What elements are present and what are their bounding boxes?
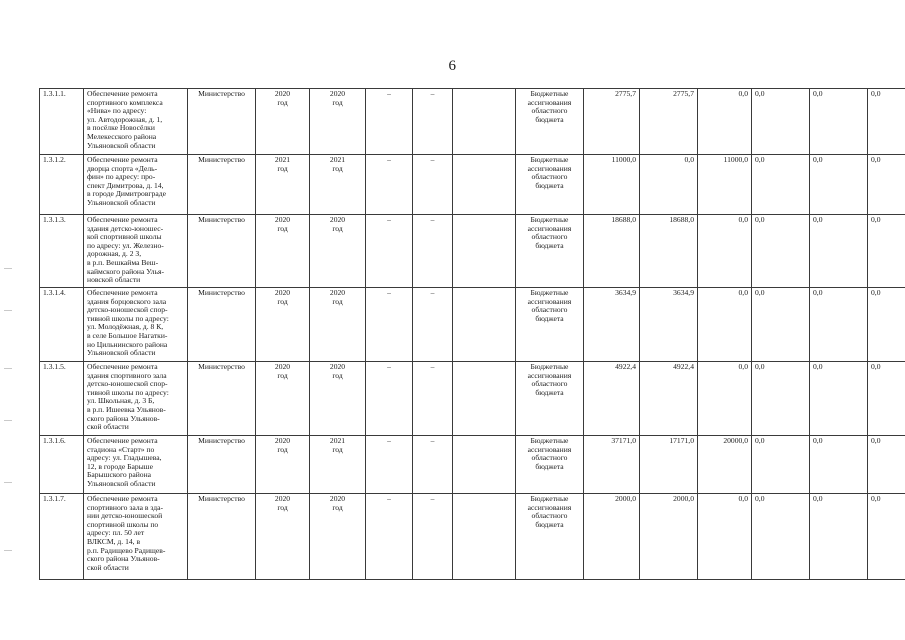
item-dash-2: – xyxy=(413,494,453,580)
item-funding-source-line: ассигнования xyxy=(527,502,572,512)
item-funding-source-line: областного xyxy=(531,379,568,389)
item-description-line: фин» по адресу: про- xyxy=(87,172,156,182)
item-funding-source-line: бюджета xyxy=(535,461,564,471)
item-description-line: но Цильнинского района xyxy=(87,339,168,349)
item-description-line: в р.п. Вешкайма Веш- xyxy=(87,257,159,267)
item-description-line: Ульяновской области xyxy=(87,140,156,150)
item-number: 1.3.1.2. xyxy=(40,155,84,215)
item-value-2024: 0,0 xyxy=(868,288,905,362)
item-description-line: ВЛКСМ, д. 14, в xyxy=(87,536,141,546)
item-year-end-line: 2020 xyxy=(329,288,346,297)
item-description-line: в р.п. Ишеевка Ульянов- xyxy=(87,404,166,414)
item-empty-cell xyxy=(453,436,516,494)
item-year-end xyxy=(310,288,366,362)
item-funding-source-line: областного xyxy=(531,305,568,315)
item-year-start-line: год xyxy=(277,502,288,512)
item-value-2020: 4922,4 xyxy=(640,362,698,436)
item-value-2023: 0,0 xyxy=(810,155,868,215)
item-description-line: Обеспечение ремонта xyxy=(87,362,158,371)
item-funding-source-line: бюджета xyxy=(535,519,564,529)
item-description-line: Ульяновской области xyxy=(87,348,156,358)
item-description-line: здания детско-юношес- xyxy=(87,223,164,233)
table-row xyxy=(40,436,905,494)
item-year-end-line: 2020 xyxy=(329,494,346,503)
item-funding-source-line: Бюджетные xyxy=(530,89,569,98)
item-value-2022: 0,0 xyxy=(752,494,810,580)
item-description-line: «Нива» по адресу: xyxy=(87,106,147,116)
item-description-line: тивной школы по адресу: xyxy=(87,387,169,397)
item-funding-source-line: ассигнования xyxy=(527,370,572,380)
item-description-line: Барышского района xyxy=(87,470,152,480)
budget-table xyxy=(39,88,905,580)
item-dash-1: – xyxy=(366,288,413,362)
item-description-line: ского района Ульянов- xyxy=(87,554,160,564)
item-year-end-line: год xyxy=(332,163,343,173)
item-value-2024: 0,0 xyxy=(868,436,905,494)
item-year-end xyxy=(310,362,366,436)
item-description-line: р.п. Радищево Радищев- xyxy=(87,545,166,555)
item-description-line: адресу: ул. Гладышева, xyxy=(87,453,162,463)
item-year-end-line: 2020 xyxy=(329,362,346,371)
item-executor: Министерство xyxy=(188,436,256,494)
item-year-end-line: год xyxy=(332,502,343,512)
item-funding-source-line: областного xyxy=(531,106,568,116)
item-description-line: детско-юношеской спор- xyxy=(87,305,168,315)
item-description-line: стадиона «Старт» по xyxy=(87,444,155,454)
item-description-line: спект Димитрова, д. 14, xyxy=(87,180,164,190)
item-value-2024: 0,0 xyxy=(868,155,905,215)
item-description-line: кой спортивной школы xyxy=(87,232,162,242)
item-value-2023: 0,0 xyxy=(810,436,868,494)
item-value-2024: 0,0 xyxy=(868,215,905,288)
item-year-end-line: год xyxy=(332,97,343,107)
item-description-line: здания борцовского зала xyxy=(87,296,167,306)
item-funding-source-line: областного xyxy=(531,172,568,182)
item-year-end xyxy=(310,155,366,215)
item-funding-source-line: областного xyxy=(531,453,568,463)
item-dash-2: – xyxy=(413,362,453,436)
item-year-start-line: 2020 xyxy=(274,288,291,297)
item-funding-source xyxy=(516,436,584,494)
item-description xyxy=(84,215,188,288)
item-description-line: спортивной школы по xyxy=(87,519,159,529)
item-description-line: ского района Ульянов- xyxy=(87,413,160,423)
item-number: 1.3.1.1. xyxy=(40,89,84,155)
item-description-line: Обеспечение ремонта xyxy=(87,215,158,224)
item-value-2020: 3634,9 xyxy=(640,288,698,362)
item-value-2022: 0,0 xyxy=(752,436,810,494)
item-total: 37171,0 xyxy=(584,436,640,494)
item-description-line: 12, в городе Барыше xyxy=(87,461,153,471)
item-funding-source xyxy=(516,494,584,580)
item-funding-source-line: Бюджетные xyxy=(530,494,569,503)
item-value-2021: 0,0 xyxy=(698,215,752,288)
item-description-line: ской области xyxy=(87,422,129,432)
item-dash-1: – xyxy=(366,362,413,436)
item-description-line: по адресу: ул. Железно- xyxy=(87,240,164,250)
item-description-line: ул. Автодорожная, д. 1, xyxy=(87,114,163,124)
item-value-2021: 11000,0 xyxy=(698,155,752,215)
item-funding-source-line: Бюджетные xyxy=(530,362,569,371)
item-value-2023: 0,0 xyxy=(810,215,868,288)
item-funding-source-line: ассигнования xyxy=(527,97,572,107)
item-value-2021: 20000,0 xyxy=(698,436,752,494)
item-description xyxy=(84,436,188,494)
item-value-2020: 2000,0 xyxy=(640,494,698,580)
item-year-end xyxy=(310,436,366,494)
item-value-2024: 0,0 xyxy=(868,89,905,155)
item-description-line: Мелекесского района xyxy=(87,131,157,141)
item-total: 2000,0 xyxy=(584,494,640,580)
item-year-start-line: 2020 xyxy=(274,215,291,224)
item-executor: Министерство xyxy=(188,362,256,436)
item-funding-source-line: бюджета xyxy=(535,240,564,250)
item-funding-source-line: бюджета xyxy=(535,387,564,397)
item-empty-cell xyxy=(453,89,516,155)
item-dash-1: – xyxy=(366,89,413,155)
item-year-start xyxy=(256,89,310,155)
item-description-line: каймского района Улья- xyxy=(87,266,165,276)
item-year-start-line: 2020 xyxy=(274,89,291,98)
item-year-start xyxy=(256,155,310,215)
item-year-start-line: 2021 xyxy=(274,155,291,164)
item-value-2021: 0,0 xyxy=(698,288,752,362)
item-dash-2: – xyxy=(413,288,453,362)
item-value-2021: 0,0 xyxy=(698,494,752,580)
item-description-line: Обеспечение ремонта xyxy=(87,494,158,503)
item-year-start-line: год xyxy=(277,223,288,233)
item-description-line: Обеспечение ремонта xyxy=(87,155,158,164)
table-row xyxy=(40,155,905,215)
item-year-start xyxy=(256,215,310,288)
item-funding-source xyxy=(516,362,584,436)
item-dash-1: – xyxy=(366,494,413,580)
item-funding-source-line: ассигнования xyxy=(527,223,572,233)
item-description-line: адресу: пл. 50 лет xyxy=(87,528,145,538)
item-description-line: Обеспечение ремонта xyxy=(87,288,158,297)
item-empty-cell xyxy=(453,494,516,580)
budget-table-body xyxy=(40,89,905,580)
item-description-line: дорожная, д. 2 З, xyxy=(87,249,142,259)
item-description xyxy=(84,89,188,155)
item-year-start-line: 2020 xyxy=(274,436,291,445)
item-executor: Министерство xyxy=(188,89,256,155)
item-description-line: Ульяновской области xyxy=(87,197,156,207)
item-empty-cell xyxy=(453,155,516,215)
item-description-line: новской области xyxy=(87,275,141,285)
item-description-line: ул. Школьная, д. 3 Б, xyxy=(87,396,155,406)
item-executor: Министерство xyxy=(188,155,256,215)
item-dash-1: – xyxy=(366,215,413,288)
item-funding-source-line: Бюджетные xyxy=(530,288,569,297)
item-year-end-line: год xyxy=(332,296,343,306)
item-year-start-line: 2020 xyxy=(274,362,291,371)
item-description-line: спортивного комплекса xyxy=(87,97,163,107)
item-executor: Министерство xyxy=(188,494,256,580)
item-value-2023: 0,0 xyxy=(810,494,868,580)
item-description-line: Обеспечение ремонта xyxy=(87,436,158,445)
item-value-2021: 0,0 xyxy=(698,362,752,436)
item-value-2022: 0,0 xyxy=(752,288,810,362)
item-description-line: Обеспечение ремонта xyxy=(87,89,158,98)
item-description xyxy=(84,494,188,580)
item-value-2023: 0,0 xyxy=(810,288,868,362)
item-value-2022: 0,0 xyxy=(752,362,810,436)
item-value-2024: 0,0 xyxy=(868,494,905,580)
item-year-start xyxy=(256,436,310,494)
item-number: 1.3.1.7. xyxy=(40,494,84,580)
item-year-end-line: 2021 xyxy=(329,155,346,164)
item-description-line: Ульяновской области xyxy=(87,478,156,488)
item-description-line: детско-юношеской спор- xyxy=(87,379,168,389)
item-funding-source-line: Бюджетные xyxy=(530,436,569,445)
item-year-start-line: год xyxy=(277,163,288,173)
item-dash-2: – xyxy=(413,89,453,155)
item-description-line: в селе Большое Нагатки- xyxy=(87,330,168,340)
item-year-end-line: 2020 xyxy=(329,215,346,224)
item-year-start-line: год xyxy=(277,296,288,306)
item-empty-cell xyxy=(453,362,516,436)
item-number: 1.3.1.6. xyxy=(40,436,84,494)
table-row xyxy=(40,494,905,580)
item-value-2020: 18688,0 xyxy=(640,215,698,288)
item-description xyxy=(84,155,188,215)
item-value-2023: 0,0 xyxy=(810,362,868,436)
page-number: 6 xyxy=(448,58,457,74)
item-description-line: здания спортивного зала xyxy=(87,370,167,380)
item-year-end-line: 2020 xyxy=(329,89,346,98)
item-year-end xyxy=(310,494,366,580)
item-year-start-line: 2020 xyxy=(274,494,291,503)
item-funding-source-line: бюджета xyxy=(535,313,564,323)
item-description xyxy=(84,362,188,436)
item-description-line: ул. Молодёжная, д. 8 К, xyxy=(87,322,164,332)
item-number: 1.3.1.3. xyxy=(40,215,84,288)
item-empty-cell xyxy=(453,288,516,362)
item-funding-source-line: областного xyxy=(531,232,568,242)
item-year-end-line: год xyxy=(332,444,343,454)
item-total: 4922,4 xyxy=(584,362,640,436)
item-value-2024: 0,0 xyxy=(868,362,905,436)
item-total: 18688,0 xyxy=(584,215,640,288)
item-funding-source-line: ассигнования xyxy=(527,296,572,306)
item-funding-source-line: бюджета xyxy=(535,114,564,124)
item-value-2021: 0,0 xyxy=(698,89,752,155)
item-dash-1: – xyxy=(366,155,413,215)
item-description-line: дворца спорта «Дель- xyxy=(87,163,158,173)
item-value-2022: 0,0 xyxy=(752,215,810,288)
item-year-end-line: 2021 xyxy=(329,436,346,445)
item-funding-source-line: областного xyxy=(531,511,568,521)
table-row xyxy=(40,89,905,155)
item-value-2020: 0,0 xyxy=(640,155,698,215)
item-funding-source-line: Бюджетные xyxy=(530,215,569,224)
item-year-start xyxy=(256,494,310,580)
item-year-end-line: год xyxy=(332,223,343,233)
item-description-line: ской области xyxy=(87,562,129,572)
item-total: 11000,0 xyxy=(584,155,640,215)
item-year-start-line: год xyxy=(277,444,288,454)
item-total: 2775,7 xyxy=(584,89,640,155)
item-value-2022: 0,0 xyxy=(752,155,810,215)
scan-margin-marks xyxy=(0,250,20,590)
item-value-2020: 17171,0 xyxy=(640,436,698,494)
item-funding-source-line: ассигнования xyxy=(527,163,572,173)
item-dash-2: – xyxy=(413,436,453,494)
item-year-start-line: год xyxy=(277,370,288,380)
item-value-2022: 0,0 xyxy=(752,89,810,155)
item-year-end-line: год xyxy=(332,370,343,380)
item-description-line: тивной школы по адресу: xyxy=(87,313,169,323)
item-funding-source-line: ассигнования xyxy=(527,444,572,454)
item-value-2020: 2775,7 xyxy=(640,89,698,155)
item-executor: Министерство xyxy=(188,215,256,288)
item-total: 3634,9 xyxy=(584,288,640,362)
item-description-line: в городе Димитровграде xyxy=(87,189,166,199)
item-empty-cell xyxy=(453,215,516,288)
item-number: 1.3.1.4. xyxy=(40,288,84,362)
item-funding-source-line: бюджета xyxy=(535,180,564,190)
item-description-line: нии детско-юношеской xyxy=(87,511,163,521)
item-year-start-line: год xyxy=(277,97,288,107)
item-year-start xyxy=(256,288,310,362)
item-funding-source xyxy=(516,89,584,155)
item-description xyxy=(84,288,188,362)
item-value-2023: 0,0 xyxy=(810,89,868,155)
item-year-end xyxy=(310,215,366,288)
item-funding-source xyxy=(516,155,584,215)
table-row xyxy=(40,362,905,436)
item-description-line: спортивного зала в зда- xyxy=(87,502,163,512)
table-row xyxy=(40,288,905,362)
item-executor: Министерство xyxy=(188,288,256,362)
item-year-start xyxy=(256,362,310,436)
item-funding-source xyxy=(516,215,584,288)
item-funding-source-line: Бюджетные xyxy=(530,155,569,164)
item-number: 1.3.1.5. xyxy=(40,362,84,436)
item-funding-source xyxy=(516,288,584,362)
table-row xyxy=(40,215,905,288)
item-dash-2: – xyxy=(413,155,453,215)
item-year-end xyxy=(310,89,366,155)
item-dash-1: – xyxy=(366,436,413,494)
item-description-line: в посёлке Новосёлки xyxy=(87,123,155,133)
item-dash-2: – xyxy=(413,215,453,288)
